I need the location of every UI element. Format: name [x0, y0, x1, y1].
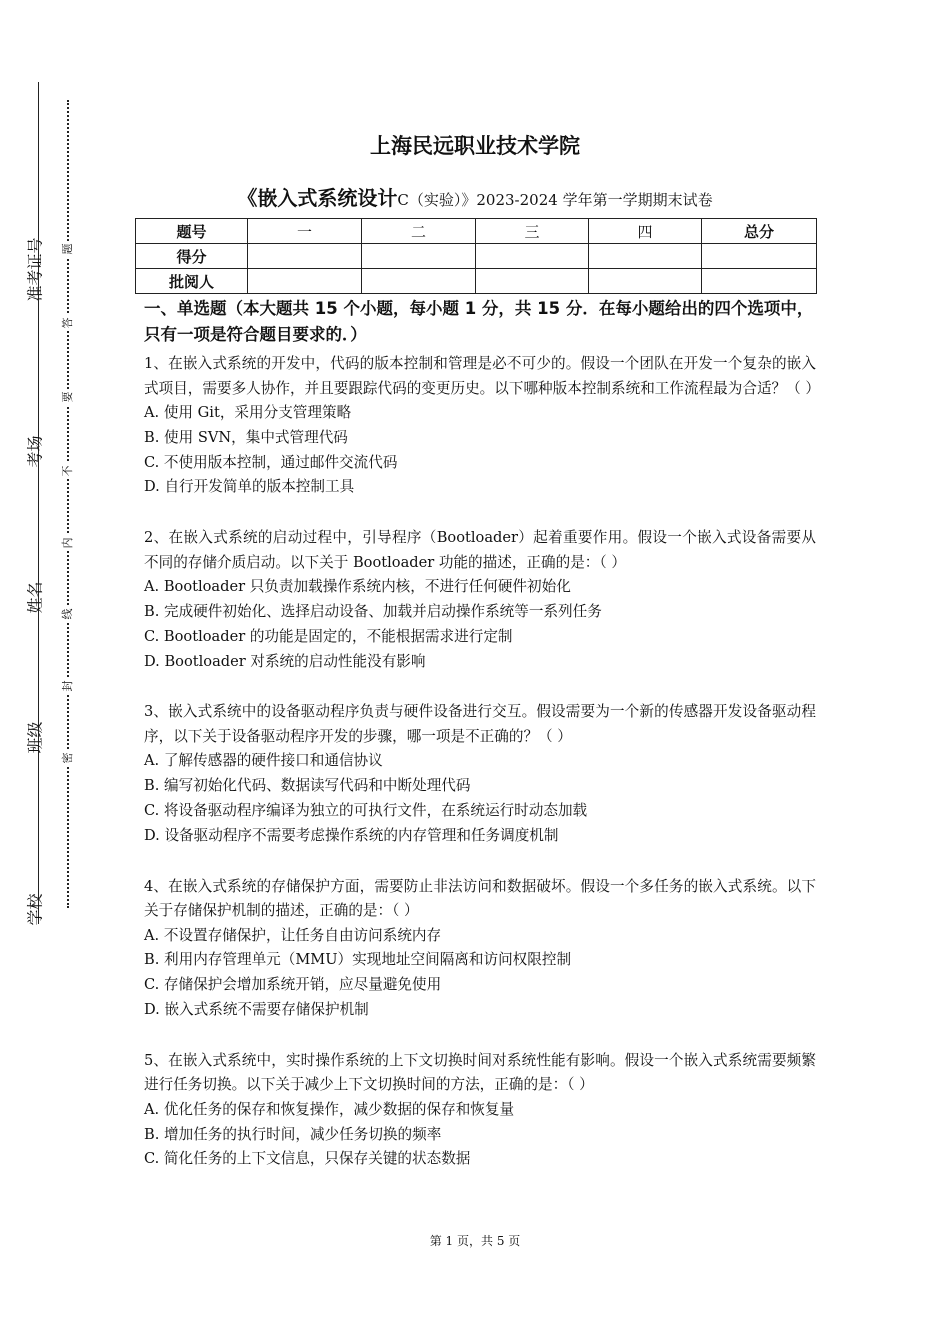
seal-char: 线 [60, 606, 76, 622]
score-table-cell: 批阅人 [136, 269, 248, 294]
question [144, 700, 816, 848]
exam-title-term: C（实验）》2023-2024 学年第一学期期末试卷 [397, 191, 713, 209]
question-stem: 3、嵌入式系统中的设备驱动程序负责与硬件设备进行交互。假设需要为一个新的传感器开发设备驱动程序，以下关于设备驱动程序开发的步骤，哪一项是不正确的？（ ） [144, 703, 816, 745]
score-table-cell: 题号 [136, 219, 248, 244]
question [144, 875, 816, 1023]
score-table-cell: 一 [248, 219, 362, 244]
score-table-cell: 三 [476, 219, 589, 244]
school-name: 上海民远职业技术学院 [370, 134, 580, 158]
binding-label-exam-number: 准考证号 [25, 237, 45, 302]
score-table-cell [589, 244, 702, 269]
score-table-cell [362, 269, 476, 294]
score-table-cell [476, 269, 589, 294]
question-option: B. 增加任务的执行时间，减少任务切换的频率 [144, 1125, 442, 1143]
score-table-cell [589, 269, 702, 294]
question-option: D. 嵌入式系统不需要存储保护机制 [144, 1000, 369, 1018]
question-option: C. Bootloader 的功能是固定的，不能根据需求进行定制 [144, 627, 513, 645]
question-option: C. 存储保护会增加系统开销，应尽量避免使用 [144, 976, 442, 994]
page-number: 第 1 页，共 5 页 [429, 1234, 521, 1248]
question [144, 1049, 816, 1172]
question-option: D. 自行开发简单的版本控制工具 [144, 478, 355, 496]
exam-title-course: 《嵌入式系统设计 [237, 186, 398, 210]
score-table-header-row [136, 219, 817, 244]
exam-title [0, 182, 950, 211]
score-table-cell: 总分 [702, 219, 817, 244]
seal-char: 封 [60, 678, 76, 694]
seal-char: 题 [60, 241, 76, 257]
question-option: B. 完成硬件初始化、选择启动设备、加载并启动操作系统等一系列任务 [144, 602, 602, 620]
score-table-cell [702, 244, 817, 269]
question-stem: 4、在嵌入式系统的存储保护方面，需要防止非法访问和数据破坏。假设一个多任务的嵌入式系统。以下关于存储保护机制的描述，正确的是：（ ） [144, 877, 816, 920]
score-table-cell [476, 244, 589, 269]
score-table-cell: 四 [589, 219, 702, 244]
score-table-cell: 得分 [136, 244, 248, 269]
score-table-cell [702, 269, 817, 294]
question-stem: 5、在嵌入式系统中，实时操作系统的上下文切换时间对系统性能有影响。假设一个嵌入式系统需要频繁进行任务切换。以下关于减少上下文切换时间的方法，正确的是：（ ） [144, 1051, 816, 1094]
score-table-row [136, 244, 817, 269]
question [144, 352, 820, 500]
binding-label-name: 姓名 [25, 581, 45, 614]
binding-label-school: 学校 [25, 893, 45, 926]
question-stem: 1、在嵌入式系统的开发中，代码的版本控制和管理是必不可少的。假设一个团队在开发一个复杂的嵌入式项目，需要多人协作，并且要跟踪代码的变更历史。以下哪种版本控制系统和工作流程最为合适？（ ） [144, 355, 820, 397]
question-option: C. 将设备驱动程序编译为独立的可执行文件，在系统运行时动态加载 [144, 801, 588, 819]
question-option: C. 简化任务的上下文信息，只保存关键的状态数据 [144, 1150, 471, 1168]
question-option: A. 不设置存储保护，让任务自由访问系统内存 [144, 926, 442, 944]
seal-char: 内 [60, 535, 76, 551]
question-option: A. Bootloader 只负责加载操作系统内核，不进行任何硬件初始化 [144, 578, 571, 596]
seal-char: 不 [60, 463, 76, 479]
score-table-row [136, 269, 817, 294]
question-option: B. 使用 SVN，集中式管理代码 [144, 428, 348, 446]
question-option: A. 优化任务的保存和恢复操作，减少数据的保存和恢复量 [144, 1100, 515, 1118]
score-table-cell [362, 244, 476, 269]
seal-char: 答 [60, 315, 76, 331]
question-stem: 2、在嵌入式系统的启动过程中，引导程序（Bootloader）起着重要作用。假设一个嵌入式设备需要从不同的存储介质启动。以下关于 Bootloader 功能的描述，正确的是：（ ） [144, 529, 816, 571]
score-table-cell [248, 269, 362, 294]
binding-label-class: 班级 [25, 721, 45, 754]
question [144, 526, 816, 674]
question-option: B. 编写初始化代码、数据读写代码和中断处理代码 [144, 777, 471, 795]
question-option: D. Bootloader 对系统的启动性能没有影响 [144, 652, 426, 670]
question-section [144, 296, 820, 1198]
binding-label-exam-room: 考场 [25, 435, 45, 468]
question-option: B. 利用内存管理单元（MMU）实现地址空间隔离和访问权限控制 [144, 951, 572, 969]
score-table-cell: 二 [362, 219, 476, 244]
question-option: D. 设备驱动程序不需要考虑操作系统的内存管理和任务调度机制 [144, 826, 559, 844]
section-heading: 一、单选题（本大题共 15 个小题，每小题 1 分，共 15 分．在每小题给出的四个选项中，只有一项是符合题目要求的．） [144, 299, 814, 344]
score-table-cell [248, 244, 362, 269]
seal-char: 要 [60, 389, 76, 405]
seal-char: 密 [60, 750, 76, 766]
question-option: C. 不使用版本控制，通过邮件交流代码 [144, 453, 398, 471]
question-option: A. 使用 Git，采用分支管理策略 [144, 404, 352, 421]
question-option: A. 了解传感器的硬件接口和通信协议 [144, 752, 383, 770]
score-table [135, 218, 817, 294]
seal-dotted-line [67, 100, 69, 908]
